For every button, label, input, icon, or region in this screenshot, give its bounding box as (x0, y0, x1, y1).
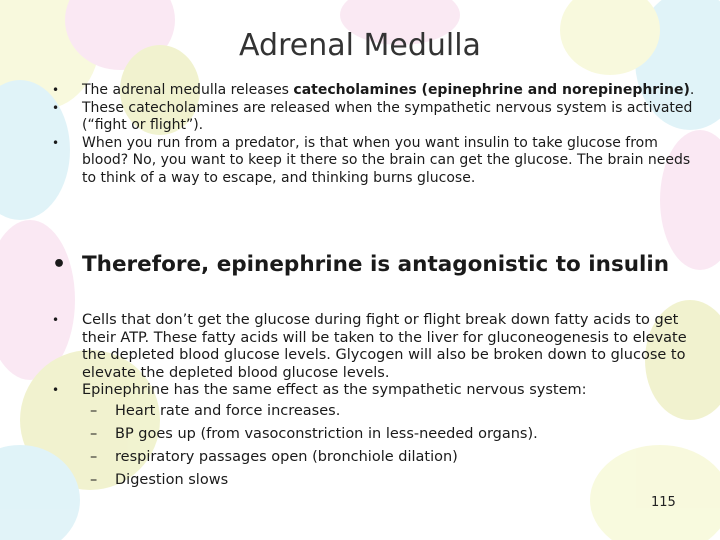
highlight-list (52, 250, 702, 279)
dash-glyph: – (90, 448, 98, 465)
bullet-item: • When you run from a predator, is that when you want insulin to take glucose from blood? No, you want to keep it there so the brain can get the glucose. The brain needs to think of a way to escape, and thinking burns glucose. (52, 134, 691, 186)
dash-glyph: – (90, 402, 98, 419)
sub-list (82, 400, 702, 492)
bullet-glyph: • (52, 313, 60, 327)
bullet-item: • Cells that don’t get the glucose during fight or flight break down fatty acids to get their ATP. These fatty acids will be taken to the liver for gluconeogenesis to elevate the depleted blood glucose levels. Glycogen will also be broken down to glucose to elevate the depleted blood glucose levels. (52, 312, 687, 381)
dash-glyph: – (90, 425, 98, 442)
bullet-glyph: • (52, 252, 67, 277)
bullet-glyph: • (52, 383, 60, 397)
bullet-glyph: • (52, 135, 60, 150)
bullet-list-top (52, 82, 702, 187)
bold-text: catecholamines (epinephrine and norepinephrine) (293, 82, 690, 98)
sub-item: – Digestion slows (82, 469, 702, 492)
bullet-item: • These catecholamines are released when the sympathetic nervous system is activated (“fight or flight”). (52, 99, 693, 133)
dash-glyph: – (90, 471, 98, 488)
bullet-list-bottom (52, 312, 702, 492)
sub-item: – Heart rate and force increases. (82, 400, 702, 423)
page-number: 115 (651, 495, 676, 510)
bullet-item: • Epinephrine has the same effect as the sympathetic nervous system: – Heart rate and force increases. – BP goes up (from vasoconstriction in less-needed organs). – respiratory passages open (bronchiole dilation) – Digestion slows (52, 382, 702, 492)
bullet-item: • The adrenal medulla releases catecholamines (epinephrine and norepinephrine). (52, 82, 695, 98)
sub-item: – respiratory passages open (bronchiole dilation) (82, 446, 702, 469)
highlight-bullet: • Therefore, epinephrine is antagonistic to insulin (52, 252, 670, 277)
slide-title: Adrenal Medulla (239, 28, 481, 63)
bullet-glyph: • (52, 100, 60, 115)
sub-item: – BP goes up (from vasoconstriction in less-needed organs). (82, 423, 702, 446)
bullet-glyph: • (52, 83, 60, 97)
